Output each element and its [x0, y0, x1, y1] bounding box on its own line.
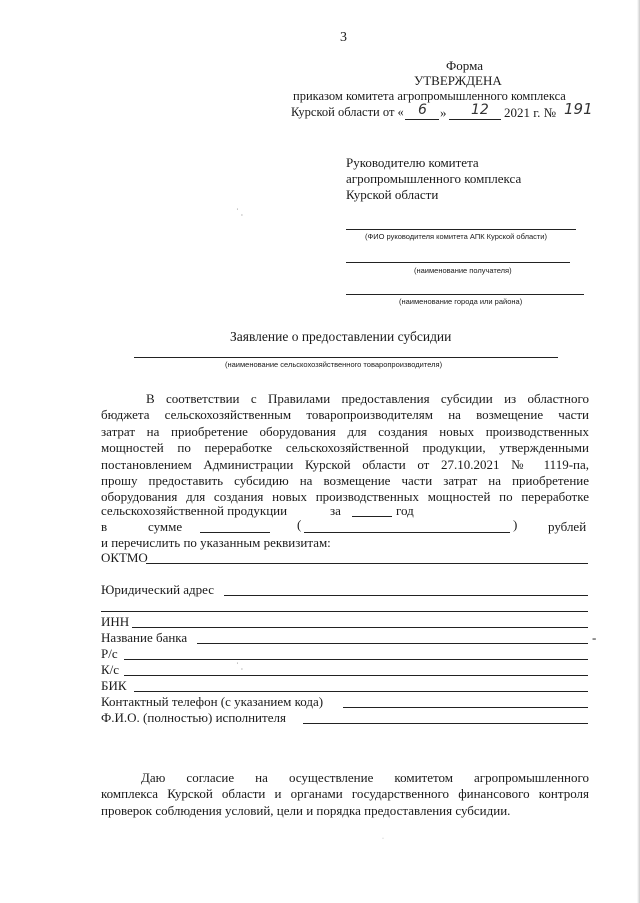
consent-line: проверок соблюдения условий, цели и порядка предоставления субсидии. [101, 802, 511, 818]
bik-label: БИК [101, 678, 127, 693]
body-line: затрат на приобретение оборудования для создания новых производственных [101, 423, 589, 439]
body-line: постановлением Администрации Курской области от 27.10.2021 № 1119-па, [101, 456, 589, 472]
dash-mark: - [592, 630, 597, 645]
sum-word: сумме [148, 519, 183, 534]
addressee-line3: Курской области [346, 187, 439, 202]
order-number: 191 [564, 100, 593, 118]
page-number: 3 [340, 30, 347, 45]
consent-line: комплекса Курской области и органами государственного финансового контроля [101, 786, 589, 802]
city-line[interactable] [346, 294, 584, 295]
sum-digits-field[interactable] [200, 532, 270, 533]
executor-label: Ф.И.О. (полностью) исполнителя [101, 710, 286, 725]
producer-line[interactable] [134, 357, 558, 358]
account-field[interactable] [124, 659, 588, 660]
body-line: бюджета сельскохозяйственным товаропроизводителям на возмещение части [101, 407, 589, 423]
scan-speck: ˙ ⸒ [236, 207, 244, 216]
date-prefix: Курской области от « [291, 105, 404, 119]
city-caption: (наименование города или района) [399, 297, 523, 306]
corr-account-field[interactable] [124, 675, 588, 676]
corr-account-label: К/с [101, 662, 120, 677]
inn-label: ИНН [101, 614, 130, 629]
recipient-caption: (наименование получателя) [414, 266, 512, 275]
for-word: за [330, 503, 341, 518]
oktmo-field[interactable] [146, 563, 588, 564]
transfer-line: и перечислить по указанным реквизитам: [101, 535, 331, 550]
year-word: год [396, 503, 414, 518]
form-label: Форма [446, 58, 483, 73]
legal-address-field-2[interactable] [101, 611, 588, 612]
document-title: Заявление о предоставлении субсидии [230, 329, 452, 344]
fio-head-line[interactable] [346, 229, 576, 230]
rub-word: рублей [548, 519, 587, 534]
phone-field[interactable] [343, 707, 588, 708]
order-line: приказом комитета агропромышленного комплекса [293, 89, 566, 103]
order-month: 12 [471, 102, 489, 118]
fio-head-caption: (ФИО руководителя комитета АПК Курской области) [365, 232, 547, 241]
phone-label: Контактный телефон (с указанием кода) [101, 694, 324, 709]
account-label: Р/с [101, 646, 118, 661]
body-line: мощностей по переработке сельскохозяйственной продукции, утвержденными [101, 440, 589, 456]
year-field[interactable] [352, 516, 392, 517]
agri-product-text: сельскохозяйственной продукции [101, 503, 288, 518]
consent-paragraph [101, 770, 589, 819]
sum-words-field[interactable] [304, 532, 510, 533]
inn-field[interactable] [132, 627, 588, 628]
legal-address-field[interactable] [224, 595, 588, 596]
scan-speck: ˙ ⸒ [236, 661, 244, 670]
scan-speck: · [382, 836, 384, 842]
recipient-line[interactable] [346, 262, 570, 263]
bank-label: Название банка [101, 630, 188, 645]
addressee-line2: агропромышленного комплекса [346, 171, 522, 186]
body-line: В соответствии с Правилами предоставления субсидии из областного [146, 391, 589, 406]
bank-field[interactable] [197, 643, 588, 644]
approved-label: УТВЕРЖДЕНА [414, 73, 502, 88]
order-day: 6 [418, 102, 427, 118]
quote-close: » [440, 105, 447, 120]
body-line: оборудования для создания новых производственных мощностей по переработке [101, 489, 589, 505]
body-line: прошу предоставить субсидию на возмещение части затрат на приобретение [101, 472, 589, 488]
addressee-line1: Руководителю комитета [346, 155, 479, 170]
legal-address-label: Юридический адрес [101, 582, 215, 597]
oktmo-label: ОКТМО [101, 550, 148, 565]
in-word: в [101, 519, 108, 534]
consent-line: Даю согласие на осуществление комитетом агропромышленного [141, 770, 589, 785]
paren-open: ( [297, 517, 302, 532]
executor-field[interactable] [303, 723, 588, 724]
year-suffix: 2021 г. № [504, 105, 557, 120]
producer-caption: (наименование сельскохозяйственного товаропроизводителя) [225, 360, 443, 369]
bik-field[interactable] [134, 691, 588, 692]
paren-close: ) [513, 517, 518, 532]
application-body [101, 391, 589, 506]
